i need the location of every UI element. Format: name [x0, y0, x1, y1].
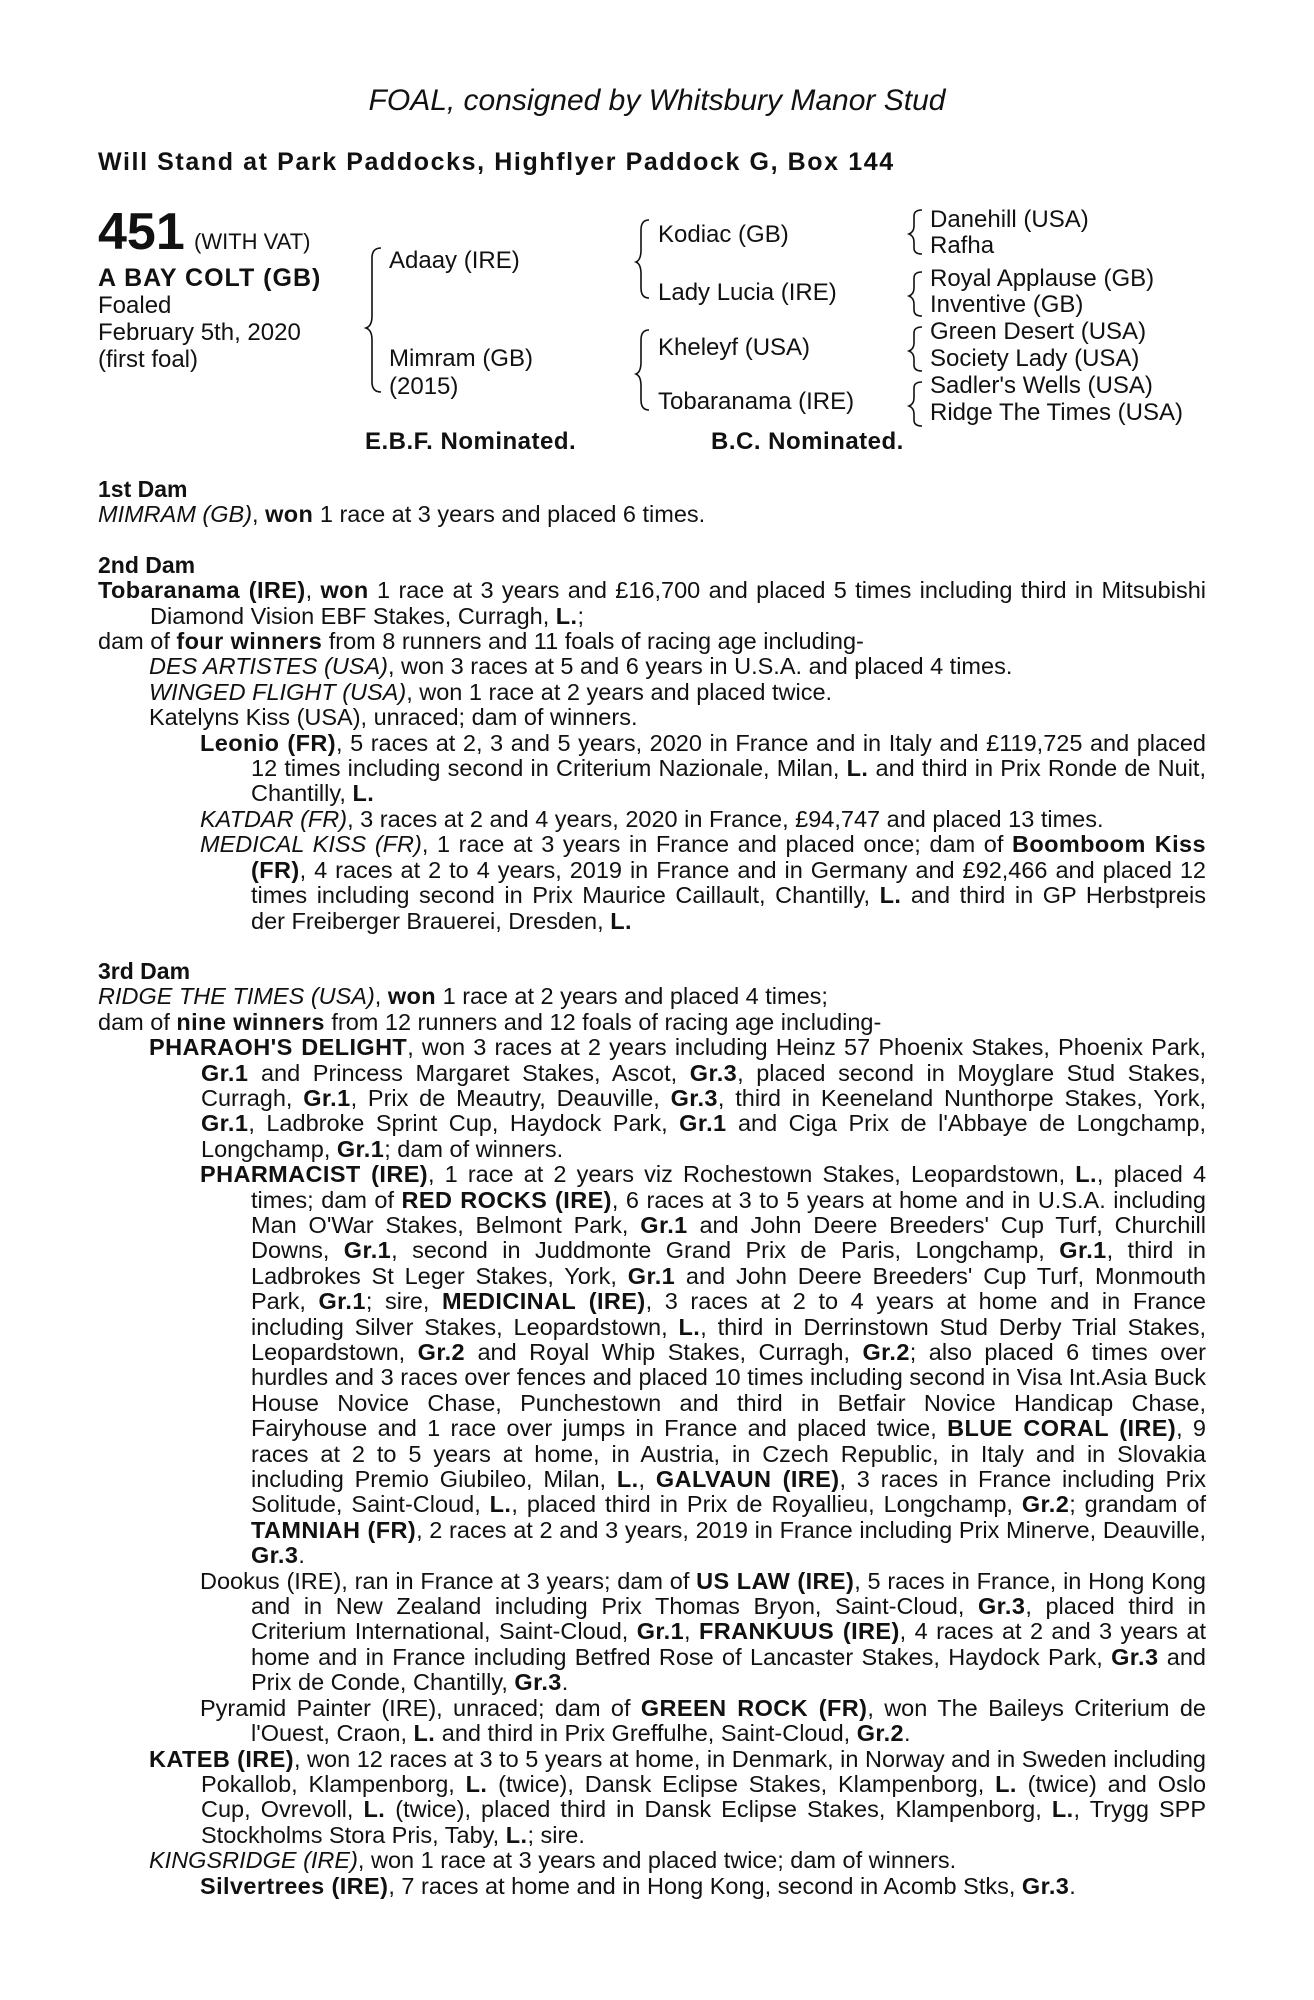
- catalogue-body: [98, 477, 1206, 1899]
- lot-number: 451: [98, 203, 185, 261]
- vat-label: (WITH VAT): [194, 229, 311, 254]
- dam-sire: Kheleyf (USA): [658, 334, 811, 361]
- produce-entry: Leonio (FR), 5 races at 2, 3 and 5 years, 2020 in France and in Italy and £119,725 and placed 12 times including second in Criterium Nazionale, Milan, L. and third in Prix Ronde de Nuit, Chantilly, L.: [200, 729, 1206, 807]
- second-dam-entry: Tobaranama (IRE), won 1 race at 3 years and £16,700 and placed 5 times including third in Mitsubishi Diamond Vision EBF Stakes, Curragh, L.;: [98, 577, 1206, 629]
- produce-entry: KATEB (IRE), won 12 races at 3 to 5 years at home, in Denmark, in Norway and in Sweden including Pokallob, Klampenborg, L. (twice), Dansk Eclipse Stakes, Klampenborg, L. (twice) and Oslo Cup, Ovrevoll, L. (twice), placed third in Dansk Eclipse Stakes, Klampenborg, L., Trygg SPP Stockholms Stora Pris, Taby, L.; sire.: [149, 1745, 1207, 1848]
- produce-entry: Dookus (IRE), ran in France at 3 years; dam of US LAW (IRE), 5 races in France, in Hong Kong and in New Zealand including Prix Thomas Bryon, Saint-Cloud, Gr.3, placed third in Criterium International, Saint-Cloud, Gr.1, FRANKUUS (IRE), 4 races at 2 and 3 years at home and in France including Betfred Rose of Lancaster Stakes, Haydock Park, Gr.3 and Prix de Conde, Chantilly, Gr.3.: [200, 1567, 1206, 1696]
- g3-ancestor: Danehill (USA): [930, 206, 1089, 233]
- foaled-label: Foaled: [98, 292, 172, 319]
- dam-dam: Tobaranama (IRE): [658, 388, 855, 415]
- sire-sire: Kodiac (GB): [658, 221, 789, 248]
- g3-ancestor: Ridge The Times (USA): [930, 399, 1183, 426]
- consignor-line: FOAL, consigned by Whitsbury Manor Stud: [368, 84, 946, 117]
- second-dam-produce-summary: dam of four winners from 8 runners and 11 foals of racing age including-: [98, 628, 864, 655]
- ebf-nominated: E.B.F. Nominated.: [365, 428, 577, 455]
- g3-ancestor: Society Lady (USA): [930, 345, 1140, 372]
- first-dam-heading: 1st Dam: [98, 476, 188, 502]
- dam-year: (2015): [389, 373, 459, 400]
- g3-ancestor: Sadler's Wells (USA): [930, 372, 1153, 399]
- sire-name: Adaay (IRE): [389, 247, 520, 274]
- second-dam-heading: 2nd Dam: [98, 551, 196, 578]
- foal-note: (first foal): [98, 346, 199, 373]
- third-dam-produce-summary: dam of nine winners from 12 runners and 12 foals of racing age including-: [98, 1008, 882, 1035]
- produce-entry: Katelyns Kiss (USA), unraced; dam of winners.: [149, 704, 638, 731]
- produce-entry: Silvertrees (IRE), 7 races at home and in Hong Kong, second in Acomb Stks, Gr.3.: [200, 1872, 1076, 1899]
- g3-ancestor: Green Desert (USA): [930, 318, 1147, 345]
- produce-entry: KATDAR (FR), 3 races at 2 and 4 years, 2020 in France, £94,747 and placed 13 times.: [200, 805, 1104, 832]
- produce-entry: WINGED FLIGHT (USA), won 1 race at 2 years and placed twice.: [149, 678, 833, 705]
- lot-description: A BAY COLT (GB): [98, 264, 322, 292]
- produce-entry: DES ARTISTES (USA), won 3 races at 5 and 6 years in U.S.A. and placed 4 times.: [149, 653, 1013, 680]
- bc-nominated: B.C. Nominated.: [711, 428, 904, 455]
- produce-entry: MEDICAL KISS (FR), 1 race at 3 years in France and placed once; dam of Boomboom Kiss (FR), 4 races at 2 to 4 years, 2019 in France and in Germany and £92,466 and placed 12 times including second in Prix Maurice Caillault, Chantilly, L. and third in GP Herbstpreis der Freiberger Brauerei, Dresden, L.: [200, 831, 1206, 934]
- produce-entry: Pyramid Painter (IRE), unraced; dam of GREEN ROCK (FR), won The Baileys Criterium de l'Ouest, Craon, L. and third in Prix Greffulhe, Saint-Cloud, Gr.2.: [200, 1694, 1206, 1747]
- g3-ancestor: Inventive (GB): [930, 291, 1084, 318]
- g3-ancestor: Rafha: [930, 232, 995, 259]
- sire-dam: Lady Lucia (IRE): [658, 279, 837, 306]
- produce-entry: KINGSRIDGE (IRE), won 1 race at 3 years and placed twice; dam of winners.: [149, 1847, 957, 1874]
- third-dam-heading: 3rd Dam: [98, 957, 191, 984]
- produce-entry: PHARMACIST (IRE), 1 race at 2 years viz Rochestown Stakes, Leopardstown, L., placed 4 times; dam of RED ROCKS (IRE), 6 races at 3 to 5 years at home and in U.S.A. including Man O'War Stakes, Belmont Park, Gr.1 and John Deere Breeders' Cup Turf, Churchill Downs, Gr.1, second in Juddmonte Grand Prix de Paris, Longchamp, Gr.1, third in Ladbrokes St Leger Stakes, York, Gr.1 and John Deere Breeders' Cup Turf, Monmouth Park, Gr.1; sire, MEDICINAL (IRE), 3 races at 2 to 4 years at home and in France including Silver Stakes, Leopardstown, L., third in Derrinstown Stud Derby Trial Stakes, Leopardstown, Gr.2 and Royal Whip Stakes, Curragh, Gr.2; also placed 6 times over hurdles and 3 races over fences and placed 10 times including second in Visa Int.Asia Buck House Novice Chase, Punchestown and third in Betfair Novice Handicap Chase, Fairyhouse and 1 race over jumps in France and placed twice, BLUE CORAL (IRE), 9 races at 2 to 5 years at home, in Austria, in Czech Republic, in Italy and in Slovakia including Premio Giubileo, Milan, L., GALVAUN (IRE), 3 races in France including Prix Solitude, Saint-Cloud, L., placed third in Prix de Royallieu, Longchamp, Gr.2; grandam of TAMNIAH (FR), 2 races at 2 and 3 years, 2019 in France including Prix Minerve, Deauville, Gr.3.: [200, 1161, 1207, 1569]
- location-line: Will Stand at Park Paddocks, Highflyer Paddock G, Box 144: [98, 148, 895, 176]
- first-dam-entry: MIMRAM (GB), won 1 race at 3 years and placed 6 times.: [98, 501, 706, 528]
- produce-entry: PHARAOH'S DELIGHT, won 3 races at 2 years including Heinz 57 Phoenix Stakes, Phoenix Park, Gr.1 and Princess Margaret Stakes, Ascot, Gr.3, placed second in Moyglare Stud Stakes, Curragh, Gr.1, Prix de Meautry, Deauville, Gr.3, third in Keeneland Nunthorpe Stakes, York, Gr.1, Ladbroke Sprint Cup, Haydock Park, Gr.1 and Ciga Prix de l'Abbaye de Longchamp, Longchamp, Gr.1; dam of winners.: [149, 1034, 1207, 1162]
- g3-ancestor: Royal Applause (GB): [930, 265, 1155, 292]
- foaled-date: February 5th, 2020: [98, 319, 301, 346]
- dam-name: Mimram (GB): [389, 345, 533, 372]
- third-dam-entry: RIDGE THE TIMES (USA), won 1 race at 2 years and placed 4 times;: [98, 983, 828, 1010]
